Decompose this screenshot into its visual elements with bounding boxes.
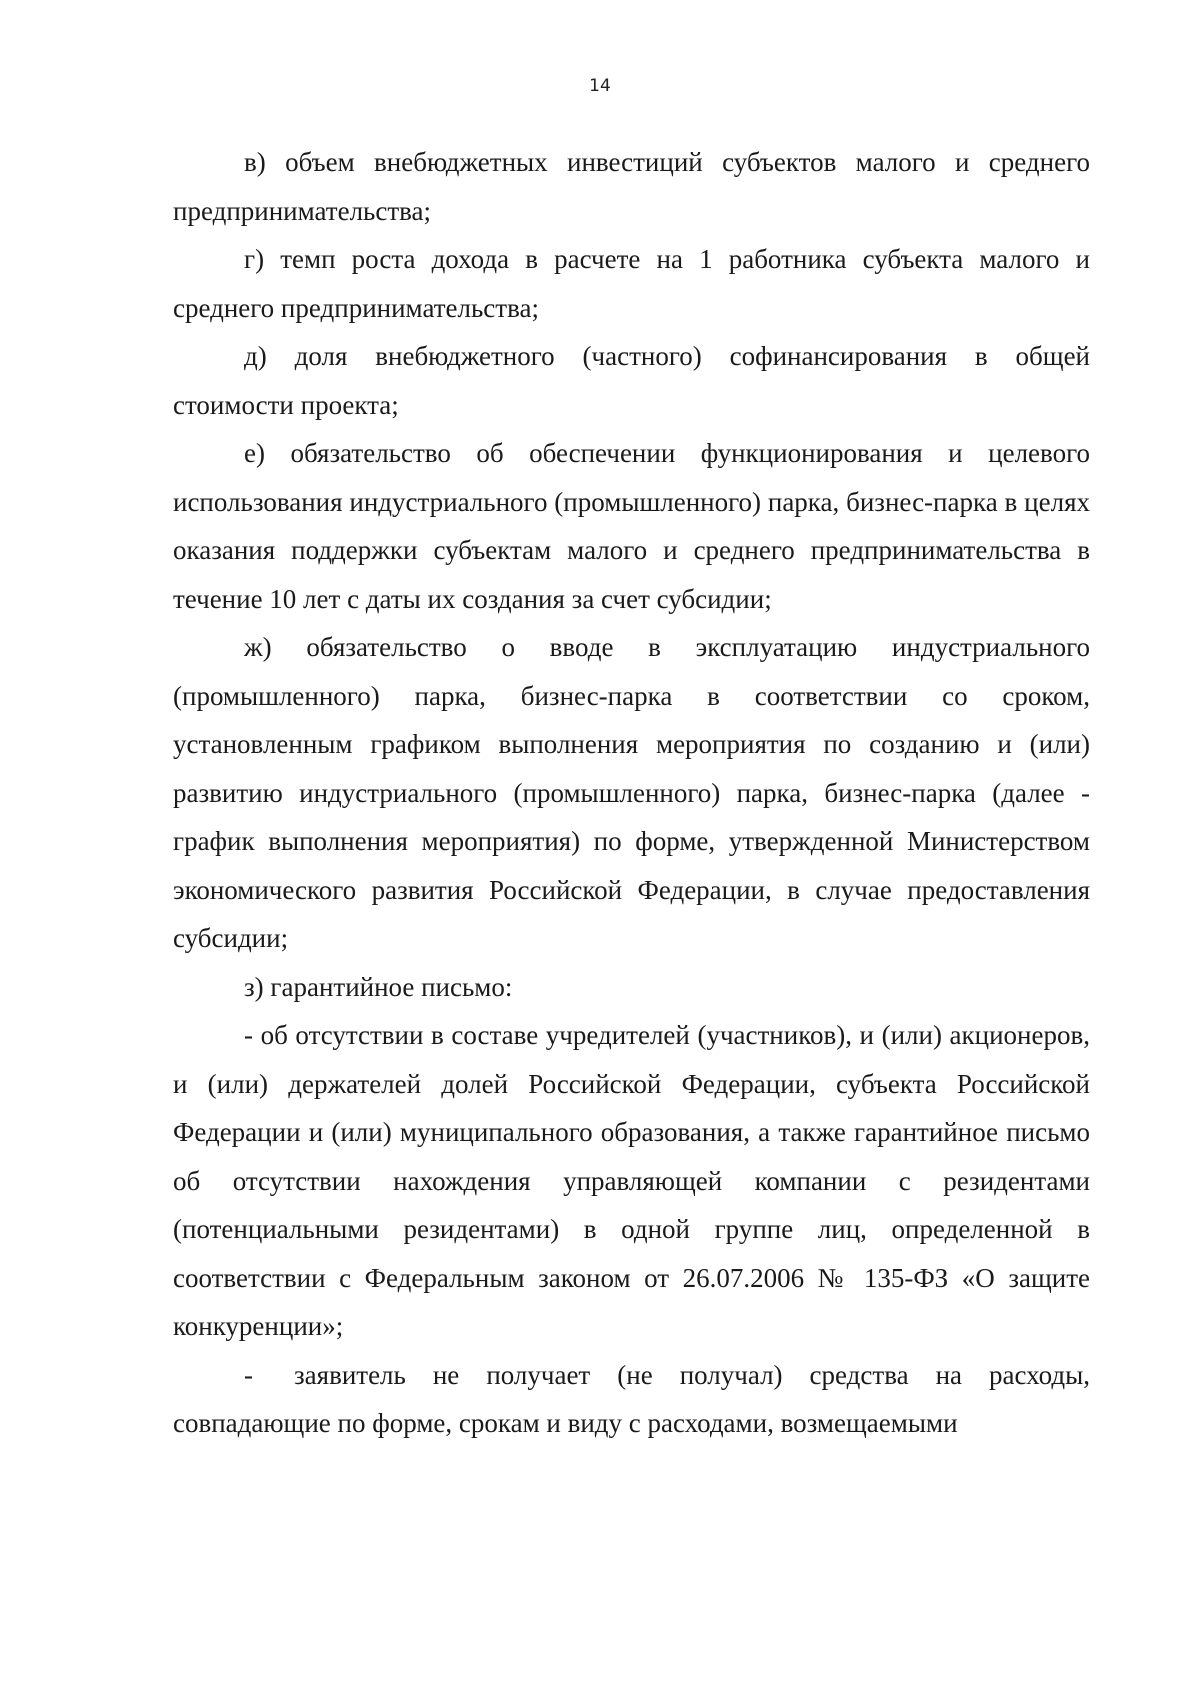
paragraph-dash-applicant: [173, 1351, 1090, 1448]
paragraph-d: д) доля внебюджетного (частного) софинансирования в общей стоимости проекта;: [173, 341, 1090, 420]
paragraph-dash-applicant-text: заявитель не получает (не получал) средства на расходы, совпадающие по форме, срокам и виду с расходами, возмещаемыми: [173, 1359, 1090, 1438]
document-body: [173, 138, 1090, 1448]
paragraph-zh: ж) обязательство о вводе в эксплуатацию индустриального (промышленного) парка, бизнес-парка в соответствии со сроком, установленным графиком выполнения мероприятия по созданию и (или) развитию индустриального (промышленного) парка, бизнес-парка (далее - график выполнения мероприятия) по форме, утвержденной Министерством экономического развития Российской Федерации, в случае предоставления субсидии;: [173, 632, 1090, 953]
list-dash: -: [244, 1359, 253, 1390]
paragraph-v: в) объем внебюджетных инвестиций субъектов малого и среднего предпринимательства;: [173, 147, 1090, 226]
paragraph-e: е) обязательство об обеспечении функционирования и целевого использования индустриального (промышленного) парка, бизнес-парка в целях оказания поддержки субъектам малого и среднего предпринимательства в течение 10 лет с даты их создания за счет субсидии;: [173, 438, 1090, 614]
paragraph-dash-guarantee: - об отсутствии в составе учредителей (участников), и (или) акционеров, и (или) держателей долей Российской Федерации, субъекта Российской Федерации и (или) муниципального образования, а также гарантийное письмо об отсутствии нахождения управляющей компании с резидентами (потенциальными резидентами) в одной группе лиц, определенной в соответствии с Федеральным законом от 26.07.2006 № 135-ФЗ «О защите конкуренции»;: [173, 1020, 1090, 1341]
paragraph-g: г) темп роста дохода в расчете на 1 работника субъекта малого и среднего предпринимательства;: [173, 244, 1090, 323]
paragraph-z: з) гарантийное письмо:: [244, 971, 513, 1002]
page-number: 14: [589, 76, 611, 96]
